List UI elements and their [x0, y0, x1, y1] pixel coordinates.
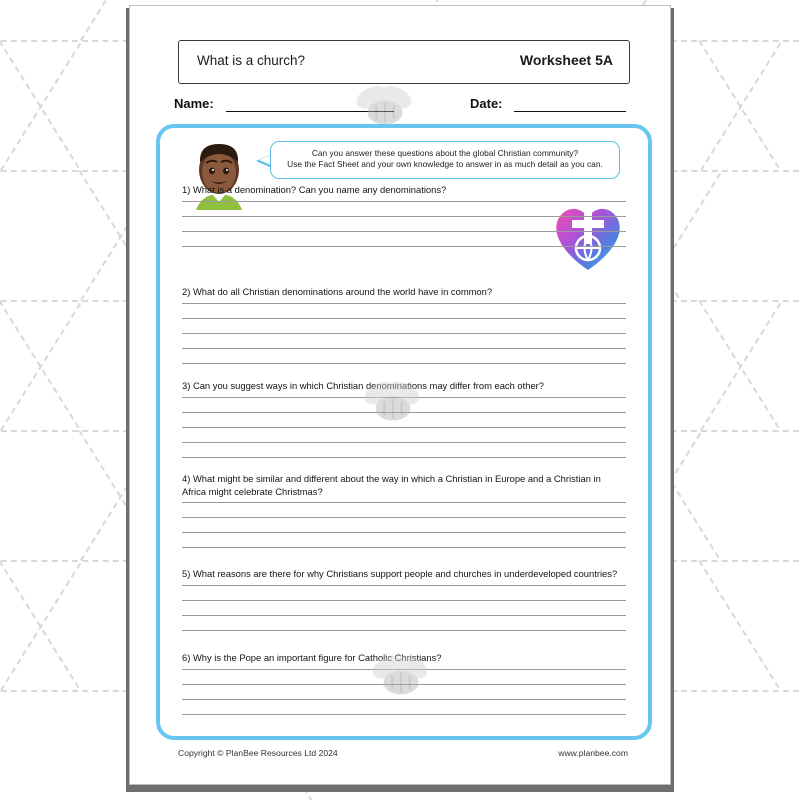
answer-line[interactable]	[182, 427, 626, 428]
worksheet-content-box	[156, 124, 652, 740]
answer-line[interactable]	[182, 216, 626, 217]
answer-lines-5[interactable]	[182, 585, 626, 631]
instruction-speech-bubble	[270, 141, 620, 179]
answer-line[interactable]	[182, 318, 626, 319]
footer-copyright: Copyright © PlanBee Resources Ltd 2024	[178, 748, 338, 758]
answer-line[interactable]	[182, 442, 626, 443]
pattern-line	[698, 300, 779, 428]
question-block-2	[182, 286, 626, 378]
question-block-1	[182, 184, 626, 261]
answer-line[interactable]	[182, 231, 626, 232]
answer-lines-2[interactable]	[182, 303, 626, 364]
instruction-line-1: Can you answer these questions about the global Christian community?	[311, 148, 579, 158]
date-label: Date:	[470, 96, 503, 111]
answer-line[interactable]	[182, 600, 626, 601]
question-block-4	[182, 473, 626, 562]
question-text-4: 4) What might be similar and different about the way in which a Christian in Europe and a Christian in Africa might celebrate Christmas?	[182, 473, 601, 497]
answer-line[interactable]	[182, 714, 626, 715]
answer-line[interactable]	[182, 363, 626, 364]
answer-line[interactable]	[182, 532, 626, 533]
question-text-5: 5) What reasons are there for why Christians support people and churches in underdeveloped countries?	[182, 568, 618, 579]
answer-line[interactable]	[182, 246, 626, 247]
pattern-line	[698, 40, 779, 168]
answer-line[interactable]	[182, 303, 626, 304]
question-text-2: 2) What do all Christian denominations around the world have in common?	[182, 286, 493, 297]
answer-line[interactable]	[182, 348, 626, 349]
question-block-5	[182, 568, 626, 645]
answer-line[interactable]	[182, 630, 626, 631]
answer-line[interactable]	[182, 201, 626, 202]
answer-line[interactable]	[182, 457, 626, 458]
answer-line[interactable]	[182, 585, 626, 586]
instruction-line-2: Use the Fact Sheet and your own knowledge to answer in as much detail as you can.	[287, 159, 603, 169]
page-title: What is a church?	[197, 53, 306, 68]
bee-icon	[352, 82, 418, 130]
name-label: Name:	[174, 96, 214, 111]
bee-icon	[368, 652, 434, 700]
answer-line[interactable]	[182, 547, 626, 548]
answer-lines-1[interactable]	[182, 201, 626, 247]
bee-icon	[360, 378, 426, 426]
question-text-3: 3) Can you suggest ways in which Christian denominations may differ from each other?	[182, 380, 544, 391]
worksheet-label: Worksheet 5A	[519, 52, 613, 68]
question-text-6: 6) Why is the Pope an important figure for Catholic Christians?	[182, 652, 442, 663]
date-input-rule[interactable]	[514, 111, 626, 112]
pattern-line	[698, 560, 779, 688]
answer-line[interactable]	[182, 517, 626, 518]
answer-line[interactable]	[182, 502, 626, 503]
answer-lines-4[interactable]	[182, 502, 626, 548]
answer-line[interactable]	[182, 333, 626, 334]
footer-website: www.planbee.com	[558, 748, 628, 758]
question-text-1: 1) What is a denomination? Can you name any denominations?	[182, 184, 447, 195]
title-box	[178, 40, 630, 84]
answer-line[interactable]	[182, 615, 626, 616]
